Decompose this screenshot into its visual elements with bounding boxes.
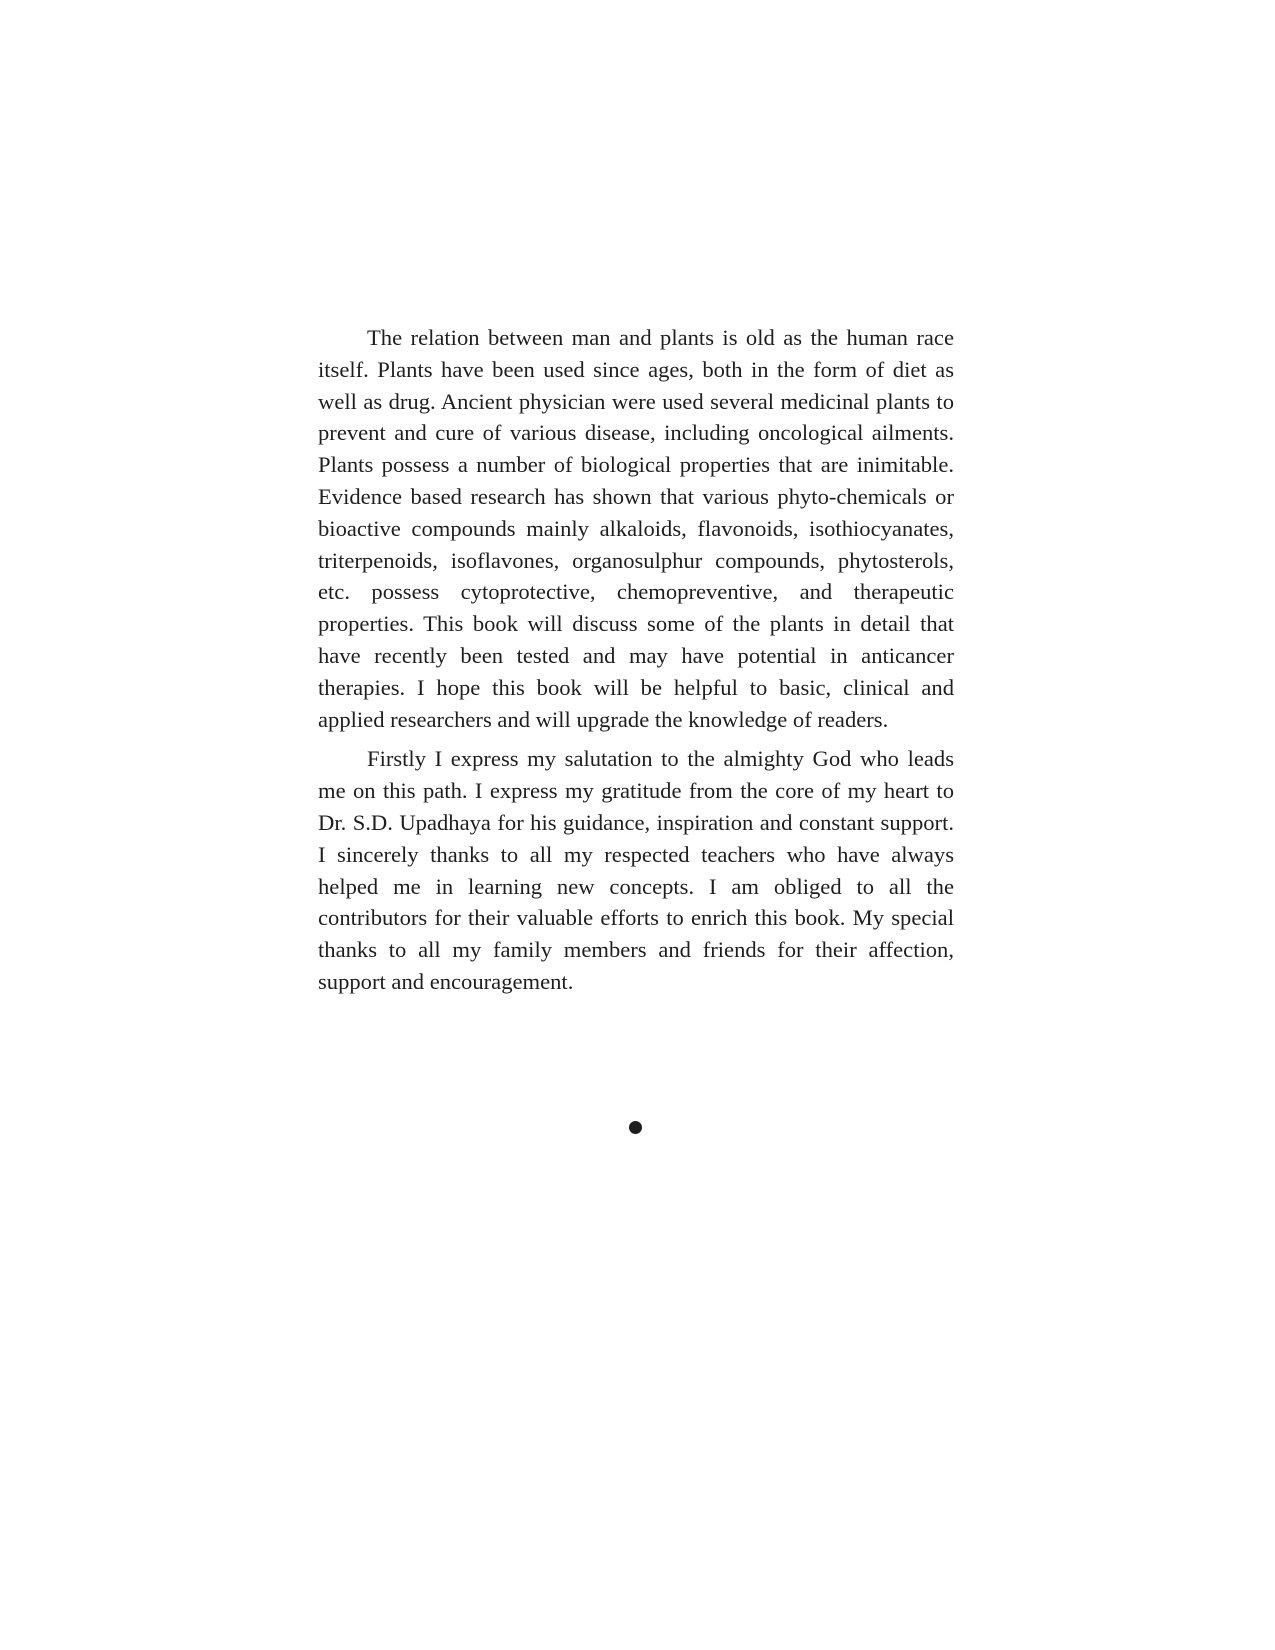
preface-text: [318, 322, 954, 998]
paragraph-acknowledgement: Firstly I express my salutation to the almighty God who leads me on this path. I express my gratitude from the core of my heart to Dr. S.D. Upadhaya for his guidance, inspiration and constant support. I sincerely thanks to all my respected teachers who have always helped me in learning new concepts. I am obliged to all the contributors for their valuable efforts to enrich this book. My special thanks to all my family members and friends for their affection, support and encouragement.: [318, 746, 954, 994]
paragraph-intro: The relation between man and plants is old as the human race itself. Plants have been used since ages, both in the form of diet as well as drug. Ancient physician were used several medicinal plants to prevent and cure of various disease, including oncological ailments. Plants possess a number of biological properties that are inimitable. Evidence based research has shown that various phyto-chemicals or bioactive compounds mainly alkaloids, flavonoids, isothiocyanates, triterpenoids, isoflavones, organosulphur compounds, phytosterols, etc. possess cytoprotective, chemopreventive, and therapeutic properties. This book will discuss some of the plants in detail that have recently been tested and may have potential in anticancer therapies. I hope this book will be helpful to basic, clinical and applied researchers and will upgrade the knowledge of readers.: [318, 325, 954, 732]
bullet-dot-icon: [629, 1121, 642, 1134]
